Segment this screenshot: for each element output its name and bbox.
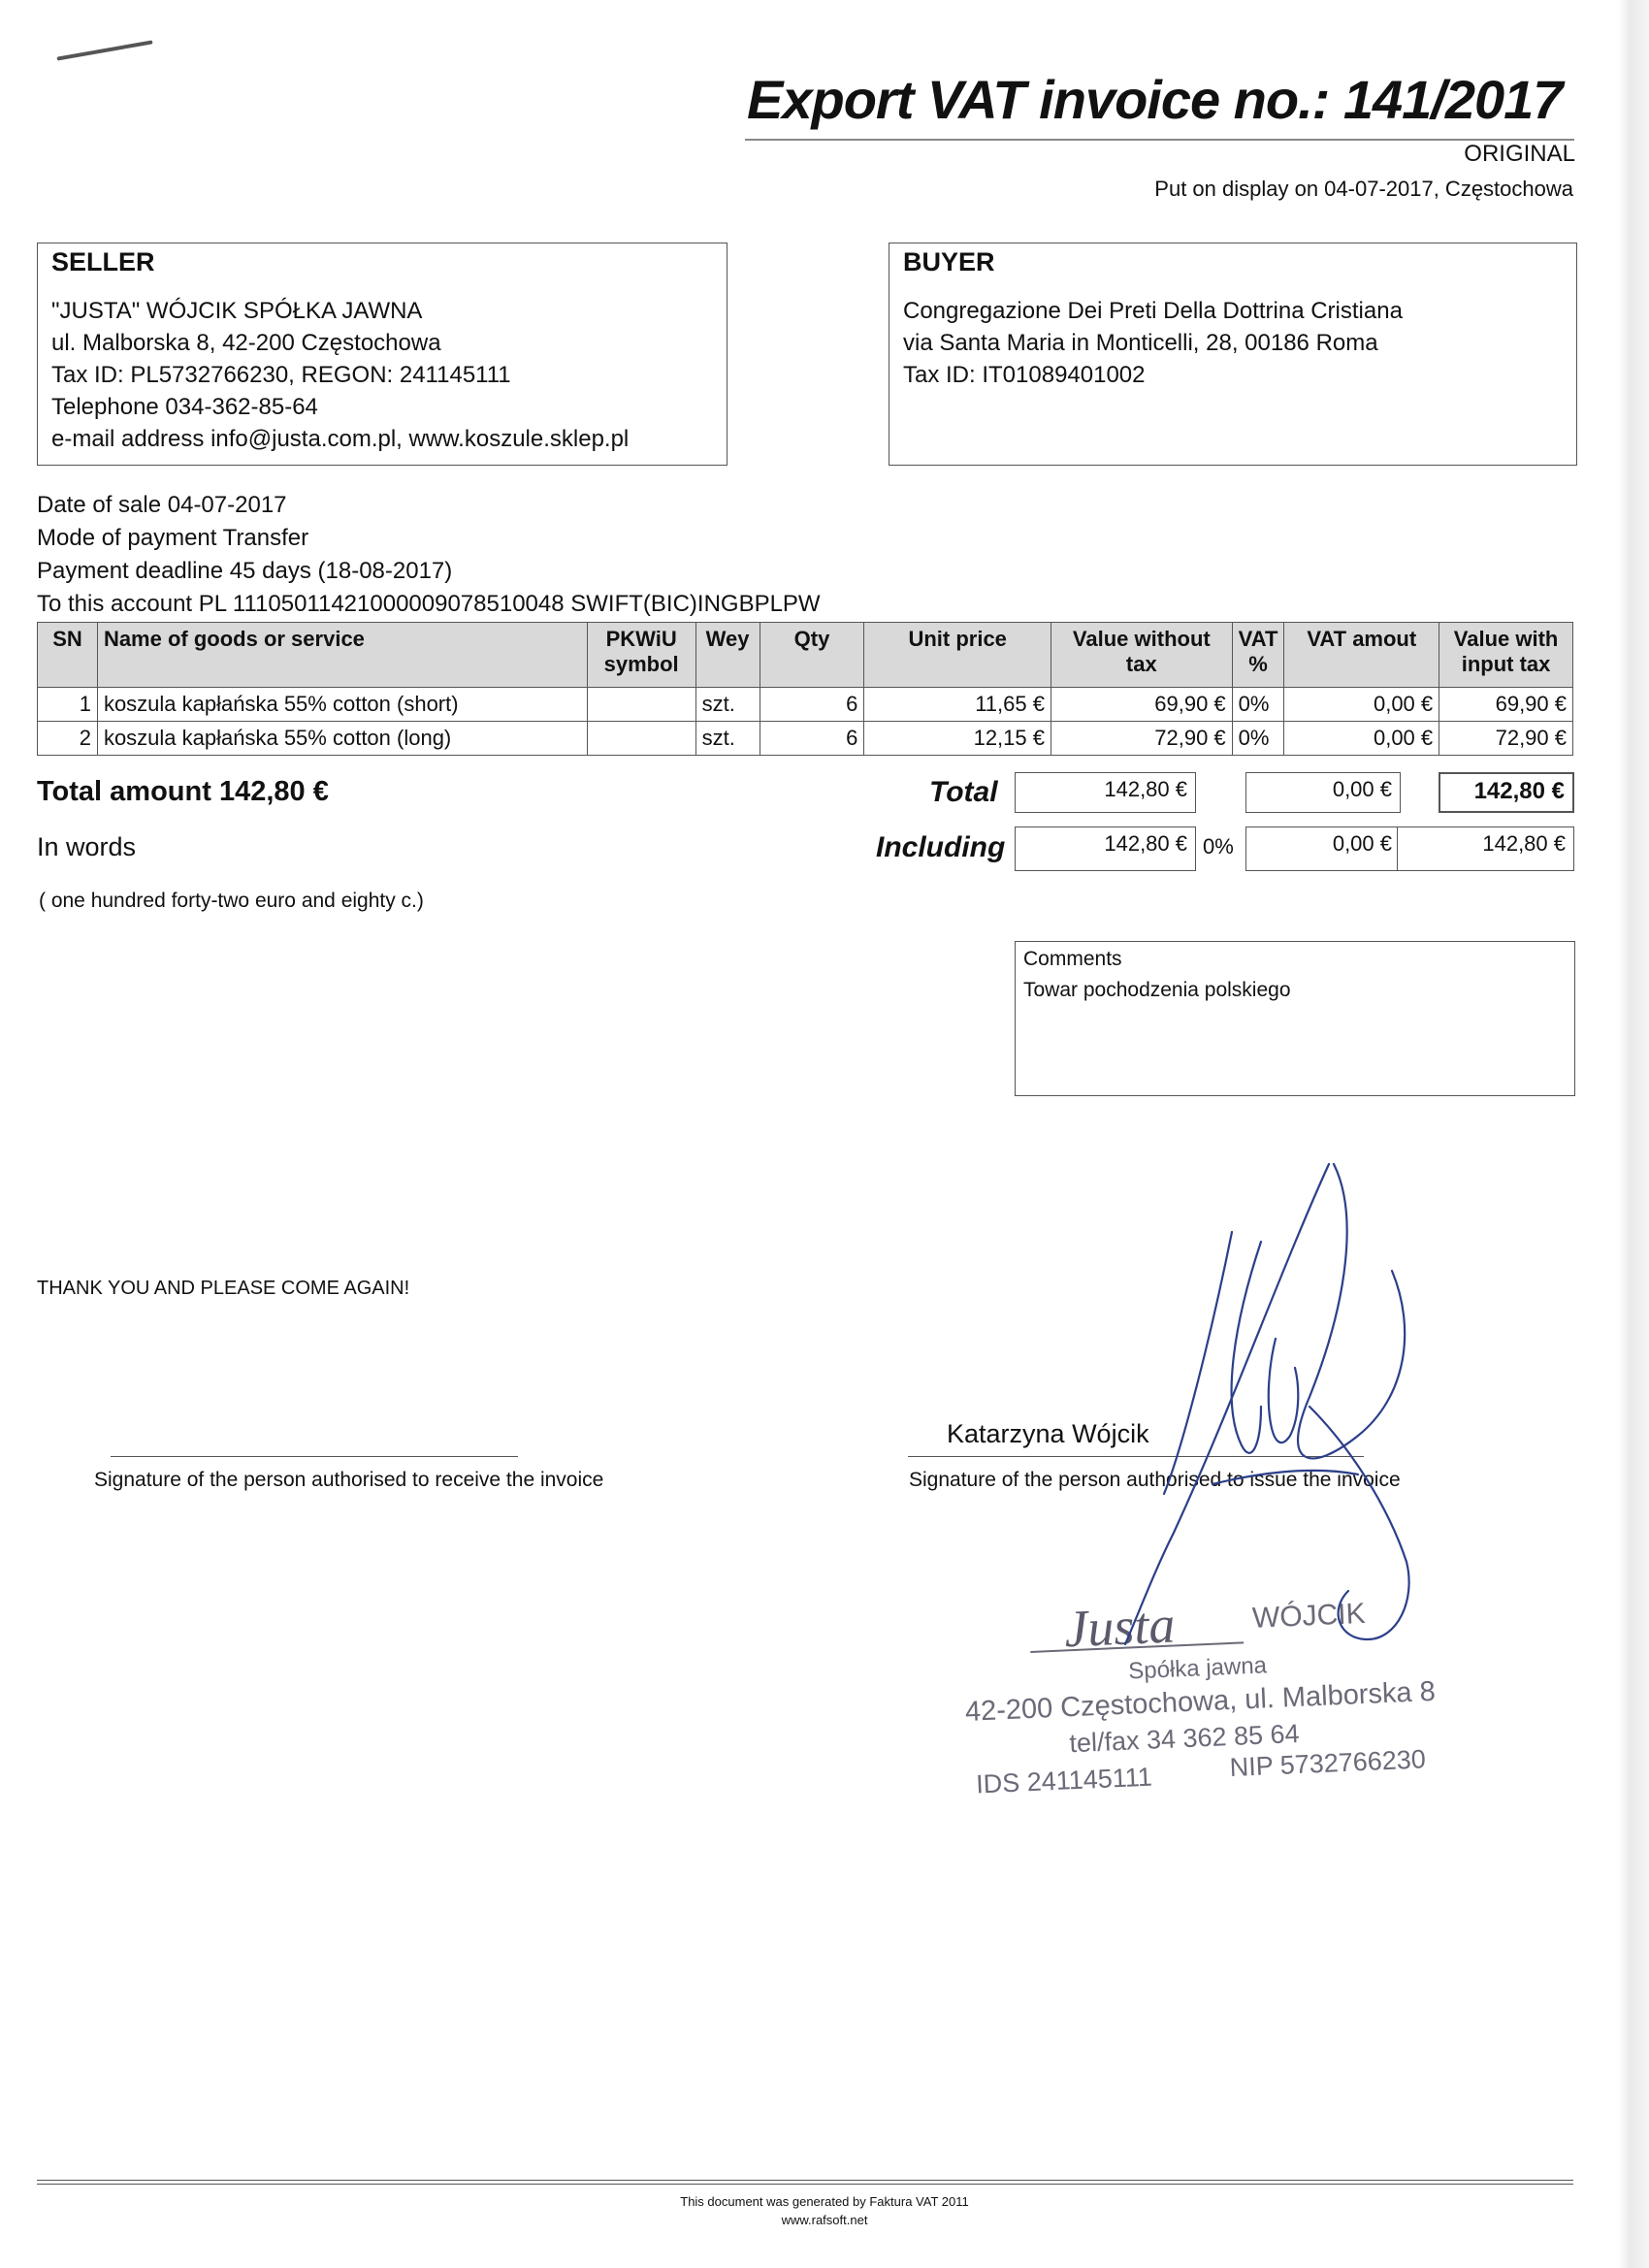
issuer-signature-caption: Signature of the person authorised to issue the invoice [909, 1469, 1401, 1491]
table-header-row [38, 623, 1573, 688]
buyer-line: Congregazione Dei Preti Della Dottrina Cristiana [903, 298, 1403, 324]
cell-pkwiu [587, 722, 695, 756]
comments-label: Comments [1023, 948, 1122, 970]
display-info: Put on display on 04-07-2017, Częstochowa [1154, 177, 1573, 201]
col-qty: Qty [760, 623, 864, 688]
pen-mark [56, 40, 152, 60]
buyer-line: via Santa Maria in Monticelli, 28, 00186 Roma [903, 330, 1378, 356]
total-vat: 0,00 € [1245, 772, 1401, 813]
col-unit-price: Unit price [864, 623, 1051, 688]
thank-you-note: THANK YOU AND PLEASE COME AGAIN! [37, 1278, 410, 1299]
including-vat: 0,00 € [1245, 826, 1401, 871]
comments-text: Towar pochodzenia polskiego [1023, 979, 1291, 1001]
col-vat-amount: VAT amout [1284, 623, 1439, 688]
total-net: 142,80 € [1015, 772, 1196, 813]
seller-line: "JUSTA" WÓJCIK SPÓŁKA JAWNA [51, 298, 423, 324]
table-row [38, 722, 1573, 756]
total-amount: Total amount 142,80 € [37, 776, 329, 807]
seller-box [37, 243, 728, 466]
cell-sn: 1 [38, 688, 98, 722]
including-net: 142,80 € [1015, 826, 1196, 871]
footer-line-bottom [37, 2184, 1573, 2185]
amount-in-words: ( one hundred forty-two euro and eighty c.) [39, 890, 424, 912]
title-underline [745, 139, 1574, 141]
col-vat-rate: VAT % [1232, 623, 1284, 688]
including-label: Including [876, 831, 1006, 863]
seller-line: Telephone 034-362-85-64 [51, 394, 318, 420]
stamp-nip: NIP 5732766230 [1229, 1744, 1427, 1783]
stamp-address: 42-200 Częstochowa, ul. Malborska 8 [964, 1675, 1437, 1728]
receiver-signature-caption: Signature of the person authorised to receive the invoice [94, 1469, 604, 1491]
col-pkwiu: PKWiU symbol [587, 623, 695, 688]
cell-unit: szt. [695, 688, 760, 722]
in-words-label: In words [37, 832, 137, 861]
invoice-title: Export VAT invoice no.: 141/2017 [747, 69, 1563, 130]
comments-box [1015, 941, 1575, 1096]
col-name: Name of goods or service [97, 623, 587, 688]
payment-mode: Mode of payment Transfer [37, 525, 309, 551]
cell-sn: 2 [38, 722, 98, 756]
date-of-sale: Date of sale 04-07-2017 [37, 492, 287, 518]
col-sn: SN [38, 623, 98, 688]
cell-vat-amount: 0,00 € [1284, 688, 1439, 722]
cell-vat-rate: 0% [1232, 722, 1284, 756]
col-gross-value: Value with input tax [1439, 623, 1573, 688]
footer-url[interactable]: www.rafsoft.net [781, 2213, 868, 2227]
payment-deadline: Payment deadline 45 days (18-08-2017) [37, 558, 453, 584]
including-vat-rate: 0% [1203, 834, 1234, 859]
stamp-phone: tel/fax 34 362 85 64 [1068, 1718, 1301, 1759]
buyer-line: Tax ID: IT01089401002 [903, 362, 1146, 388]
receiver-signature-line [111, 1456, 518, 1457]
cell-qty: 6 [760, 688, 864, 722]
page-edge-shadow [1618, 0, 1649, 2268]
cell-unit-price: 11,65 € [864, 688, 1051, 722]
seller-line: Tax ID: PL5732766230, REGON: 241145111 [51, 362, 511, 388]
seller-line: e-mail address info@justa.com.pl, www.koszule.sklep.pl [51, 426, 630, 452]
stamp-company: Spółka jawna [1127, 1652, 1268, 1685]
stamp-surname: WÓJCIK [1251, 1597, 1367, 1635]
cell-name: koszula kapłańska 55% cotton (long) [97, 722, 587, 756]
cell-unit: szt. [695, 722, 760, 756]
cell-gross-value: 72,90 € [1439, 722, 1573, 756]
items-table [37, 622, 1573, 756]
issuer-name: Katarzyna Wójcik [947, 1419, 1149, 1448]
seller-heading: SELLER [51, 247, 155, 276]
cell-pkwiu [587, 688, 695, 722]
stamp-brand: Justa [1063, 1595, 1177, 1659]
bank-account: To this account PL 11105011421000009078510048 SWIFT(BIC)INGBPLPW [37, 591, 821, 617]
cell-vat-amount: 0,00 € [1284, 722, 1439, 756]
cell-net-value: 69,90 € [1051, 688, 1232, 722]
cell-name: koszula kapłańska 55% cotton (short) [97, 688, 587, 722]
footer-line-top [37, 2180, 1573, 2181]
cell-qty: 6 [760, 722, 864, 756]
copy-label: ORIGINAL [1464, 141, 1575, 167]
col-unit: Wey [695, 623, 760, 688]
total-label: Total [929, 776, 998, 808]
buyer-box [889, 243, 1577, 466]
cell-gross-value: 69,90 € [1439, 688, 1573, 722]
handwritten-signature [1116, 1154, 1484, 1659]
col-net-value: Value without tax [1051, 623, 1232, 688]
stamp-ids: IDS 241145111 [975, 1762, 1153, 1799]
cell-net-value: 72,90 € [1051, 722, 1232, 756]
total-gross: 142,80 € [1439, 772, 1574, 813]
including-gross: 142,80 € [1397, 826, 1574, 871]
seller-line: ul. Malborska 8, 42-200 Częstochowa [51, 330, 441, 356]
cell-unit-price: 12,15 € [864, 722, 1051, 756]
buyer-heading: BUYER [903, 247, 995, 276]
table-row [38, 688, 1573, 722]
footer-generated: This document was generated by Faktura VAT 2011 [680, 2194, 969, 2209]
cell-vat-rate: 0% [1232, 688, 1284, 722]
